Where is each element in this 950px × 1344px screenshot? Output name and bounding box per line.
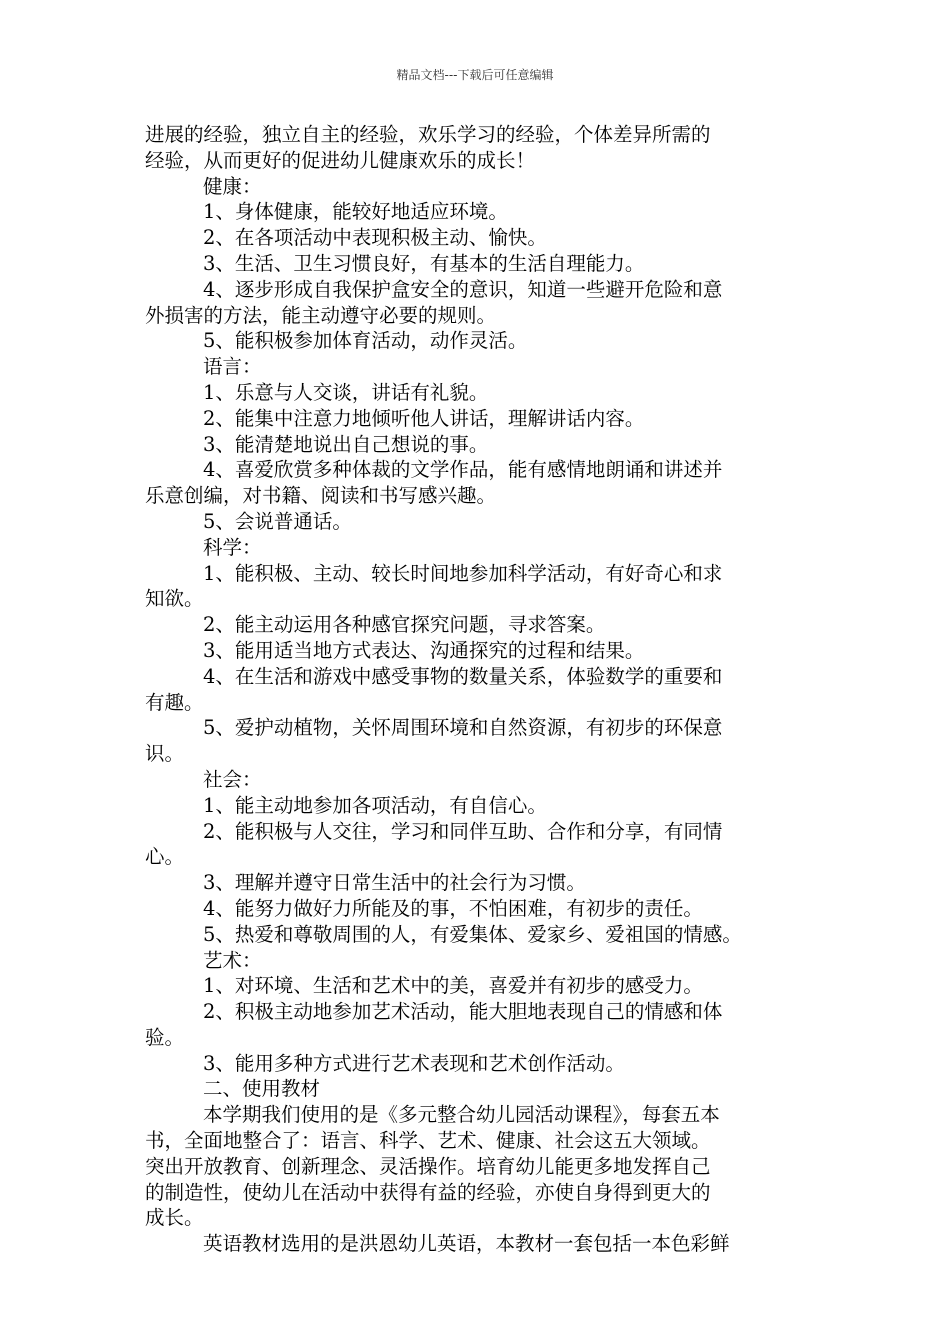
text-line: 本学期我们使用的是《多元整合幼儿园活动课程》，每套五本: [203, 1103, 720, 1127]
text-line: 外损害的方法，能主动遵守必要的规则。: [145, 303, 497, 327]
text-line: 乐意创编，对书籍、阅读和书写感兴趣。: [145, 484, 497, 508]
text-line: 3、生活、卫生习惯良好，有基本的生活自理能力。: [203, 251, 645, 275]
text-line: 4、逐步形成自我保护盒安全的意识，知道一些避开危险和意: [203, 277, 723, 301]
text-line: 1、能主动地参加各项活动，有自信心。: [203, 793, 547, 817]
document-body: [145, 122, 810, 1257]
text-line: 验。: [145, 1025, 185, 1049]
text-line: 2、积极主动地参加艺术活动，能大胆地表现自己的情感和体: [203, 1000, 723, 1024]
text-line: 1、身体健康，能较好地适应环境。: [203, 200, 508, 224]
text-line: 3、能用多种方式进行艺术表现和艺术创作活动。: [203, 1051, 625, 1075]
text-line: 5、热爱和尊敬周围的人，有爱集体、爱家乡、爱祖国的情感。: [203, 922, 742, 946]
text-line: 5、爱护动植物，关怀周围环境和自然资源，有初步的环保意: [203, 716, 723, 740]
text-line: 5、会说普通话。: [203, 509, 352, 533]
text-line: 4、能努力做好力所能及的事，不怕困难，有初步的责任。: [203, 896, 703, 920]
text-line: 3、理解并遵守日常生活中的社会行为习惯。: [203, 871, 586, 895]
text-line: 2、能集中注意力地倾听他人讲话，理解讲话内容。: [203, 406, 645, 430]
text-line: 二、使用教材: [203, 1077, 321, 1101]
text-line: 5、能积极参加体育活动，动作灵活。: [203, 329, 528, 353]
text-line: 2、能主动运用各种感官探究问题，寻求答案。: [203, 613, 606, 637]
text-line: 成长。: [145, 1206, 204, 1230]
text-line: 3、能用适当地方式表达、沟通探究的过程和结果。: [203, 638, 645, 662]
text-line: 心。: [145, 845, 185, 869]
text-line: 1、对环境、生活和艺术中的美，喜爱并有初步的感受力。: [203, 974, 703, 998]
text-line: 1、能积极、主动、较长时间地参加科学活动，有好奇心和求: [203, 561, 723, 585]
text-line: 进展的经验，独立自主的经验，欢乐学习的经验，个体差异所需的: [145, 123, 711, 146]
text-line: 4、在生活和游戏中感受事物的数量关系，体验数学的重要和: [203, 664, 723, 688]
text-line: 识。: [145, 742, 185, 766]
text-line: 经验，从而更好的促进幼儿健康欢乐的成长！: [145, 148, 536, 172]
text-line: 4、喜爱欣赏多种体裁的文学作品，能有感情地朗诵和讲述并: [203, 458, 723, 482]
text-line: 有趣。: [145, 690, 204, 714]
text-line: 突出开放教育、创新理念、灵活操作。培育幼儿能更多地发挥自己: [145, 1154, 711, 1178]
text-line: 3、能清楚地说出自己想说的事。: [203, 432, 489, 456]
text-line: 社会：: [203, 767, 262, 791]
text-line: 知欲。: [145, 587, 204, 611]
text-line: 英语教材选用的是洪恩幼儿英语，本教材一套包括一本色彩鲜: [203, 1232, 730, 1256]
page-header: 精品文档---下载后可任意编辑: [396, 68, 554, 82]
text-line: 艺术：: [203, 948, 262, 972]
text-line: 书，全面地整合了：语言、科学、艺术、健康、社会这五大领域。: [145, 1129, 711, 1153]
text-line: 语言：: [203, 355, 262, 379]
text-line: 科学：: [203, 535, 262, 559]
text-line: 2、能积极与人交往，学习和同伴互助、合作和分享，有同情: [203, 819, 723, 843]
text-line: 2、在各项活动中表现积极主动、愉快。: [203, 226, 547, 250]
text-line: 的制造性，使幼儿在活动中获得有益的经验，亦使自身得到更大的: [145, 1180, 711, 1204]
text-line: 1、乐意与人交谈，讲话有礼貌。: [203, 380, 489, 404]
text-line: 健康：: [203, 174, 262, 198]
